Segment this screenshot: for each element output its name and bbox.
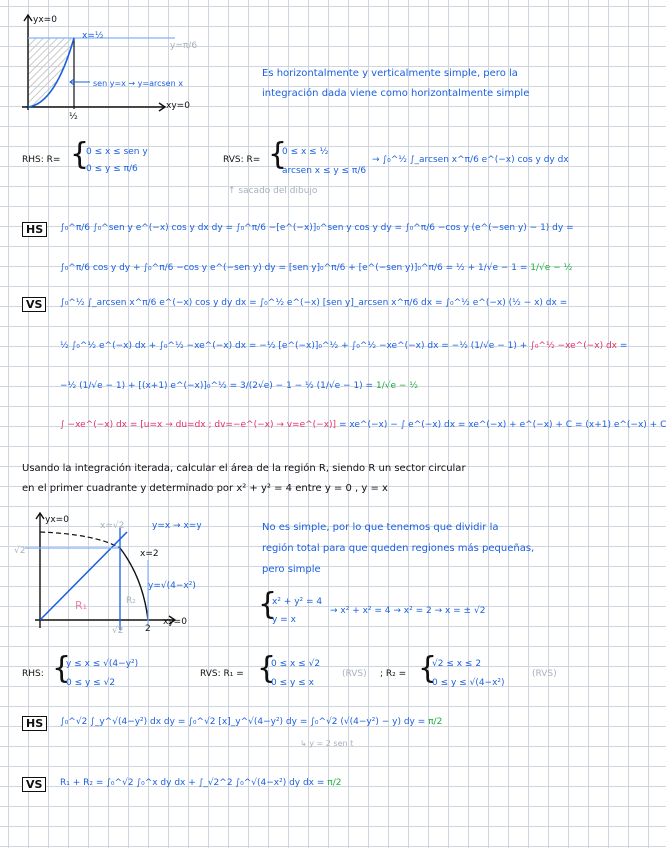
graph2-bottom-mark: √2 (112, 626, 124, 636)
graph1-x-axis-eq: y=0 (171, 101, 190, 111)
rvs2-brace-1: { (257, 651, 277, 686)
arrow-up-icon: ↑ (228, 186, 239, 196)
vs2-result: π/2 (327, 778, 342, 788)
rvs1-label: RVS: R= (223, 155, 261, 165)
graph2-y-axis-eq: x=0 (50, 515, 69, 525)
intro-line-1: Es horizontalmente y verticalmente simple, pero la (262, 68, 518, 79)
graph1-curve-label: sen y=x → y=arcsen x (93, 79, 183, 88)
rvs2-separator: ; R₂ = (380, 669, 407, 679)
hs1-line-1: ∫₀^π/6 ∫₀^sen y e^(−x) cos y dx dy = ∫₀^π/6 −[e^(−x)]₀^sen y cos y dy = ∫₀^π/6 −cos y (e^(−sen y) − 1) dy = (60, 223, 574, 233)
vs1-line-4-continuation: = xe^(−x) − ∫ e^(−x) dx = xe^(−x) + e^(−x) + C = (x+1) e^(−x) + C (336, 420, 666, 430)
desc2-sys-1: x² + y² = 4 (272, 597, 323, 607)
hs1-line-2: ∫₀^π/6 cos y dy + ∫₀^π/6 −cos y e^(−sen y) dy = [sen y]₀^π/6 + [e^(−sen y)]₀^π/6 = ½ + 1/√e − 1 = 1/√e − ½ (60, 263, 573, 273)
vs1-box: VS (22, 297, 46, 312)
desc2-sys-result: → x² + x² = 4 → x² = 2 → x = ± √2 (330, 606, 486, 616)
graph2-diag-label: y=x → x=y (152, 521, 202, 531)
rvs2-label: RVS: R₁ = (200, 669, 244, 679)
intro-line-2: integración dada viene como horizontalmente simple (262, 88, 530, 99)
problem-line-2: en el primer cuadrante y determinado por x² + y² = 4 entre y = 0 , y = x (22, 483, 388, 494)
graph2-circle-label: y=√(4−x²) (148, 581, 196, 591)
rhs1-line-1: 0 ≤ x ≤ sen y (86, 147, 148, 157)
hs1-result: 1/√e − ½ (530, 263, 573, 273)
rvs1-integral: → ∫₀^½ ∫_arcsen x^π/6 e^(−x) cos y dy dx (372, 155, 569, 165)
rhs1-brace: { (70, 137, 90, 172)
vs1-pink-term: ∫₀^½ −xe^(−x) dx (530, 341, 618, 351)
rvs2-r2-line-1: √2 ≤ x ≤ 2 (432, 659, 482, 669)
rhs2-brace: { (52, 651, 72, 686)
rvs1-brace: { (268, 137, 288, 172)
desc2-brace: { (258, 587, 278, 622)
rhs1-label: RHS: R= (22, 155, 61, 165)
rvs2-r1-line-1: 0 ≤ x ≤ √2 (271, 659, 321, 669)
hs2-note: ↳ y = 2 sen t (300, 739, 354, 748)
graph2-r2: R₂ (126, 596, 136, 606)
vs1-result: 1/√e − ½ (375, 381, 418, 391)
rvs1-note: ↑ sacado del dibujo (228, 186, 318, 196)
graph2-two-mark: 2 (145, 624, 151, 634)
vs2-box: VS (22, 777, 46, 792)
graph1-y-axis-eq: x=0 (38, 15, 57, 25)
rhs2-line-2: 0 ≤ y ≤ √2 (66, 678, 116, 688)
rhs1-line-2: 0 ≤ y ≤ π/6 (86, 164, 138, 174)
graph2-r1: R₁ (75, 599, 88, 612)
rvs2-brace-2: { (418, 651, 438, 686)
graph1-x-axis: xy=0 (166, 101, 190, 111)
desc2-line-3: pero simple (262, 564, 321, 575)
graph2-top-label: x=√2 (100, 521, 125, 531)
graph1-pi-label: y=π/6 (170, 41, 198, 51)
desc2-line-2: región total para que queden regiones más pequeñas, (262, 543, 535, 554)
rvs2-r1-line-2: 0 ≤ y ≤ x (271, 678, 314, 688)
rhs2-label: RHS: (22, 669, 44, 679)
vs2-expr: R₁ + R₂ = ∫₀^√2 ∫₀^x dy dx + ∫_√2^2 ∫₀^√(4−x²) dy dx = π/2 (60, 778, 342, 788)
graph1-y-axis: yx=0 (33, 15, 57, 25)
rvs2-r2-tag: (RVS) (532, 669, 557, 679)
rvs1-line-1: 0 ≤ x ≤ ½ (282, 147, 329, 157)
rvs1-line-2: arcsen x ≤ y ≤ π/6 (282, 166, 367, 176)
vs1-line-4: ∫ −xe^(−x) dx = [u=x → du=dx ; dv=−e^(−x) → v=e^(−x)] = xe^(−x) − ∫ e^(−x) dx = xe^(−x) + e^(−x) + C = (x+1) e^(−x) + C (60, 420, 666, 430)
graph2-x2-label: x=2 (140, 549, 159, 559)
vs1-line-1: ∫₀^½ ∫_arcsen x^π/6 e^(−x) cos y dy dx = ∫₀^½ e^(−x) [sen y]_arcsen x^π/6 dx = ∫₀^½ e^(−x) (½ − x) dx = (60, 298, 568, 308)
desc2-line-1: No es simple, por lo que tenemos que dividir la (262, 522, 499, 533)
graph2-left-mark: √2 (14, 546, 26, 556)
hs1-box: HS (22, 222, 47, 237)
rhs2-line-1: y ≤ x ≤ √(4−y²) (66, 659, 139, 669)
hs2-box: HS (22, 716, 47, 731)
graph2-x-axis-eq: y=0 (168, 617, 187, 627)
hs2-expr: ∫₀^√2 ∫_y^√(4−y²) dx dy = ∫₀^√2 [x]_y^√(4−y²) dy = ∫₀^√2 (√(4−y²) − y) dy = π/2 (60, 717, 443, 727)
graph2-x-axis: xy=0 (163, 617, 187, 627)
arrow-icon: → (372, 155, 383, 165)
vs1-line-2: ½ ∫₀^½ e^(−x) dx + ∫₀^½ −xe^(−x) dx = −½ [e^(−x)]₀^½ + ∫₀^½ −xe^(−x) dx = −½ (1/√e − 1) + ∫₀^½ −xe^(−x) dx = (60, 341, 628, 351)
vs1-line-3: −½ (1/√e − 1) + [(x+1) e^(−x)]₀^½ = 3/(2√e) − 1 − ½ (1/√e − 1) = 1/√e − ½ (60, 381, 418, 391)
problem-line-1: Usando la integración iterada, calcular el área de la región R, siendo R un sector circular (22, 463, 466, 474)
hs2-result: π/2 (428, 717, 443, 727)
rvs2-r1-tag: (RVS) (342, 669, 367, 679)
graph1-half-mark: ½ (69, 112, 78, 122)
shaded-region-1 (28, 38, 74, 107)
dashed-arc (40, 532, 120, 548)
graph1-top-line-label: x=½ (82, 31, 104, 41)
rvs2-r2-line-2: 0 ≤ y ≤ √(4−x²) (432, 678, 505, 688)
desc2-sys-2: y = x (272, 615, 296, 625)
graph2-y-axis: yx=0 (45, 515, 69, 525)
